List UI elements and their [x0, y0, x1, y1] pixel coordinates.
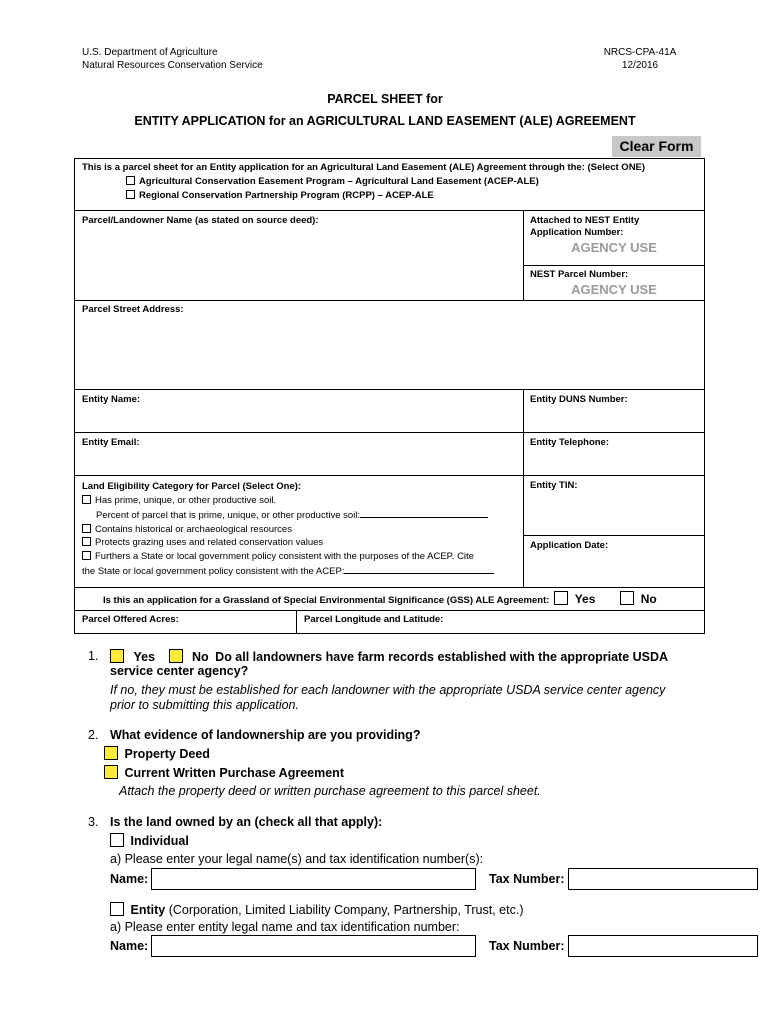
q1-question: Do all landowners have farm records established with the appropriate USDA: [215, 650, 669, 664]
entity-tin-label: Entity TIN:: [530, 480, 578, 491]
title-line2: ENTITY APPLICATION for an AGRICULTURAL LAND EASEMENT (ALE) AGREEMENT: [134, 114, 636, 128]
q3-question: Is the land owned by an (check all that apply):: [110, 815, 383, 829]
q1-note: If no, they must be established for each landowner with the appropriate USDA service center agency: [110, 683, 666, 697]
q1-no-checkbox[interactable]: [169, 649, 183, 663]
entity-name-label: Entity Name:: [82, 394, 141, 405]
entity-types: (Corporation, Limited Liability Company, Partnership, Trust, etc.): [168, 903, 524, 917]
ent-tax-input[interactable]: [568, 935, 758, 957]
grazing-label: Protects grazing uses and related conservation values: [95, 537, 324, 548]
acep-ale-label: Agricultural Conservation Easement Program – Agricultural Land Easement (ACEP-ALE): [139, 176, 539, 187]
acep-ale-checkbox[interactable]: [126, 176, 135, 185]
prime-soil-checkbox[interactable]: [82, 495, 91, 504]
intro-text: This is a parcel sheet for an Entity application for an Agricultural Land Easement (ALE) Agreement through the: (Select ONE): [82, 162, 646, 173]
q1-question-line2: service center agency?: [110, 664, 249, 678]
agency-use-1: AGENCY USE: [571, 240, 657, 255]
app-date-label: Application Date:: [530, 540, 609, 551]
gss-row: [75, 588, 704, 611]
nest-parcel-cell: [524, 266, 704, 301]
individual-note: a) Please enter your legal name(s) and tax identification number(s):: [110, 852, 484, 866]
prime-soil-label: Has prime, unique, or other productive soil.: [95, 494, 277, 506]
rcpp-checkbox[interactable]: [126, 190, 135, 199]
state-policy-checkbox[interactable]: [82, 551, 91, 560]
q1-note-line2: prior to submitting this application.: [110, 698, 299, 712]
offered-acres-label: Parcel Offered Acres:: [82, 614, 179, 625]
ind-name-label: Name:: [110, 872, 149, 886]
entity-phone-field[interactable]: [524, 433, 704, 476]
ind-tax-label: Tax Number:: [489, 872, 565, 886]
q2-opt2-row: [104, 765, 344, 781]
state-policy-cite-label: the State or local government policy consistent with the ACEP:: [82, 566, 345, 577]
q1-row: [110, 649, 668, 665]
parcel-landowner-label: Parcel/Landowner Name (as stated on source deed):: [82, 215, 319, 226]
purchase-agreement-checkbox[interactable]: [104, 765, 118, 779]
q1-number: 1.: [88, 649, 99, 663]
street-address-field[interactable]: [75, 301, 704, 390]
individual-label: Individual: [130, 834, 189, 848]
nest-entity-label2: Application Number:: [530, 227, 624, 238]
form-date: 12/2016: [621, 60, 659, 71]
entity-duns-label: Entity DUNS Number:: [530, 394, 628, 405]
percent-prime-label: Percent of parcel that is prime, unique, or other productive soil:: [96, 510, 361, 521]
ent-name-input[interactable]: [151, 935, 476, 957]
entity-phone-label: Entity Telephone:: [530, 437, 609, 448]
entity-email-label: Entity Email:: [82, 437, 140, 448]
parcel-landowner-field[interactable]: [75, 211, 524, 301]
ent-tax-label: Tax Number:: [489, 939, 565, 953]
purchase-agreement-label: Current Written Purchase Agreement: [124, 766, 344, 780]
entity-tin-field[interactable]: [524, 476, 704, 536]
percent-prime-input[interactable]: [360, 507, 488, 518]
property-deed-label: Property Deed: [124, 747, 210, 761]
agency-header: [82, 46, 263, 72]
q2-opt1-row: [104, 746, 210, 762]
agency-line1: U.S. Department of Agriculture: [82, 47, 218, 58]
lat-lon-label: Parcel Longitude and Latitude:: [304, 614, 444, 625]
q1-no-label: No: [192, 650, 209, 664]
q2-number: 2.: [88, 728, 99, 742]
rcpp-label: Regional Conservation Partnership Program (RCPP) – ACEP-ALE: [139, 190, 434, 201]
q1-yes-label: Yes: [133, 650, 156, 664]
ent-name-label: Name:: [110, 939, 149, 953]
ind-name-input[interactable]: [151, 868, 476, 890]
gss-yes-label: Yes: [574, 592, 596, 606]
gss-no-label: No: [640, 592, 657, 606]
title-line1: PARCEL SHEET for: [327, 92, 443, 106]
entity-note: a) Please enter entity legal name and tax identification number:: [110, 920, 460, 934]
gss-no-checkbox[interactable]: [620, 591, 634, 605]
parcel-table: [74, 158, 705, 634]
entity-name-field[interactable]: [75, 390, 524, 433]
grazing-checkbox[interactable]: [82, 537, 91, 546]
nest-entity-cell: [524, 211, 704, 266]
ind-tax-input[interactable]: [568, 868, 758, 890]
lat-lon-field[interactable]: [297, 611, 704, 633]
entity-duns-field[interactable]: [524, 390, 704, 433]
state-policy-input[interactable]: [344, 563, 494, 574]
agency-line2: Natural Resources Conservation Service: [82, 60, 263, 71]
property-deed-checkbox[interactable]: [104, 746, 118, 760]
gss-question: Is this an application for a Grassland of Special Environmental Significance (GSS) ALE Agreement:: [103, 595, 550, 606]
clear-form-button[interactable]: Clear Form: [612, 136, 701, 157]
q1-yes-checkbox[interactable]: [110, 649, 124, 663]
app-date-field[interactable]: [524, 536, 704, 588]
entity-owner-label: Entity: [130, 903, 166, 917]
historical-checkbox[interactable]: [82, 524, 91, 533]
nest-entity-label: Attached to NEST Entity: [530, 215, 640, 226]
land-category-label: Land Eligibility Category for Parcel (Select One):: [82, 481, 302, 492]
state-policy-label: Furthers a State or local government policy consistent with the purposes of the ACEP. Cite: [95, 550, 474, 562]
q3-number: 3.: [88, 815, 99, 829]
entity-row: [110, 902, 523, 918]
offered-acres-field[interactable]: [75, 611, 297, 633]
individual-checkbox[interactable]: [110, 833, 124, 847]
agency-use-2: AGENCY USE: [571, 282, 657, 297]
historical-label: Contains historical or archaeological resources: [95, 523, 292, 535]
entity-email-field[interactable]: [75, 433, 524, 476]
form-id: [580, 46, 700, 72]
q2-question: What evidence of landownership are you providing?: [110, 728, 421, 742]
q2-note: Attach the property deed or written purchase agreement to this parcel sheet.: [119, 784, 541, 798]
individual-row: [110, 833, 189, 849]
nest-parcel-label: NEST Parcel Number:: [530, 269, 629, 280]
land-eligibility-cell: [75, 476, 524, 588]
form-number: NRCS-CPA-41A: [603, 47, 677, 58]
street-address-label: Parcel Street Address:: [82, 304, 184, 315]
gss-yes-checkbox[interactable]: [554, 591, 568, 605]
intro-row: [75, 159, 704, 211]
entity-owner-checkbox[interactable]: [110, 902, 124, 916]
